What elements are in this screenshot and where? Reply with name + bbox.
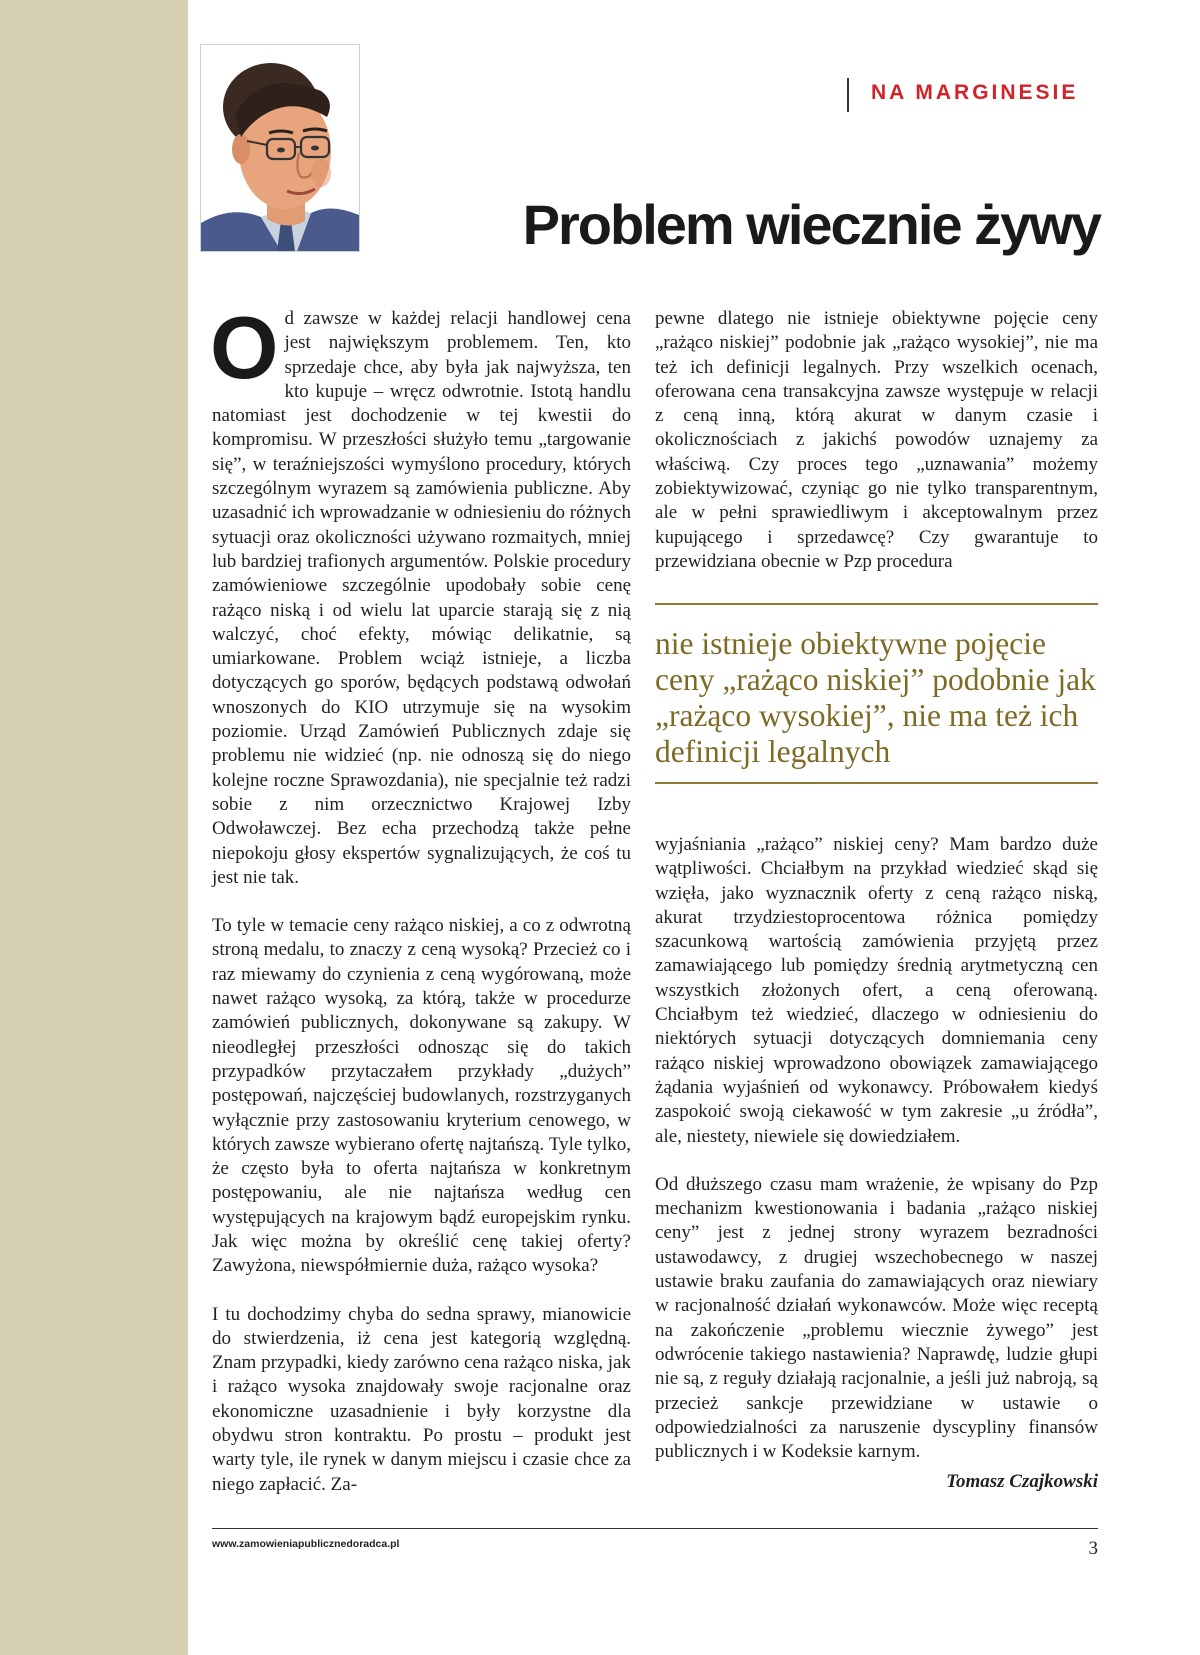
article-paragraph: wyjaśniania „rażąco” niskiej ceny? Mam bardzo duże wątpliwości. Chciałbym na przykład wiedzieć skąd się wzięła, jako wyznacznik oferty z ceną rażąco niską, akurat trzydziestoprocentowa różnica pomiędzy szacunkową wartością zamówienia przyjętą przez zamawiającego lub pomiędzy średnią arytmetyczną cen wszystkich złożonych ofert, a ceną oferowaną. Chciałbym też wiedzieć, dlaczego w odniesieniu do niektórych sytuacji dotyczących domniemania ceny rażąco niskiej wprowadzono obowiązek zamawiającego żądania wyjaśnień od wykonawcy. Próbowałem kiedyś zaspokoić swoją ciekawość w tym zakresie „u źródła”, ale, niestety, niewiele się dowiedziałem. <box>655 834 1098 1147</box>
author-caricature-image <box>200 44 360 252</box>
article-paragraph: Od dłuższego czasu mam wrażenie, że wpisany do Pzp mechanizm kwestionowania i badania „rażąco niskiej ceny” jest z jednej strony wyrazem bezradności ustawodawcy, z drugiej wszechobecnego w naszej ustawie braku zaufania do zamawiających oraz niewiary w racjonalność działań wykonawców. Może więc receptą na zakończenie „problemu wiecznie żywego” jest odwrócenie takiego nastawienia? Naprawdę, ludzie głupi nie są, z reguły działają racjonalnie, a jeśli już nabroją, są przecież sankcje przewidziane w ustawie o odpowiedzialności za naruszenie dyscypliny finansów publicznych i w Kodeksie karnym. <box>655 1173 1098 1463</box>
pull-quote: nie istnieje obiektywne pojęcie ceny „rażąco niskiej” podobnie jak „rażąco wysokiej”, nie ma też ich definicji legalnych <box>655 626 1096 769</box>
pull-quote-bottom-rule <box>655 782 1098 784</box>
caricature-portrait-icon <box>201 45 359 251</box>
article-paragraph: pewne dlatego nie istnieje obiektywne pojęcie ceny „rażąco niskiej” podobnie jak „rażąco wysokiej”, nie ma też ich definicji legalnych. Przy wszelkich ocenach, oferowana cena transakcyjna zawsze występuje w relacji z ceną inną, którą akurat w danym czasie i okolicznościach z jakichś powodów uznajemy za właściwą. Czy proces tego „uznawania” możemy zobiektywizować, czyniąc go nie tylko transparentnym, ale w pełni sprawiedliwym i akceptowalnym przez kupującego i sprzedawcę? Czy gwarantuje to przewidziana obecnie w Pzp procedura <box>655 308 1098 572</box>
article-left-column <box>210 298 631 1521</box>
section-label: NA MARGINESIE <box>847 78 1078 112</box>
article-paragraph <box>210 298 631 890</box>
article-paragraph: I tu dochodzimy chyba do sedna sprawy, mianowicie do stwierdzenia, iż cena jest kategorią względną. Znam przypadki, kiedy zarówno cena rażąco niska, jak i rażąco wysoka znajdowały swoje racjonalne oraz ekonomiczne uzasadnienie i były korzystne dla obydwu stron kontraktu. Po prostu – produkt jest warty tyle, ile rynek w danym miejscu i czasie chce za niego zapłacić. Za- <box>212 1303 631 1495</box>
footer-divider <box>212 1528 1098 1529</box>
paragraph-text: d zawsze w każdej relacji handlowej cena jest największym problemem. Ten, kto sprzedaje chce, aby była jak najwyższa, ten kto kupuje – wręcz odwrotnie. Istotą handlu natomiast jest dochodzenie w tej kwestii do kompromisu. W przeszłości służyło temu „targowanie się”, w teraźniejszości wymyślono procedury, których szczególnym wyrazem są zamówienia publiczne. Aby uzasadnić ich wprowadzanie w odniesieniu do różnych sytuacji oraz okoliczności używano rozmaitych, mniej lub bardziej trafionych argumentów. Polskie procedury zamówieniowe szczególnie upodobały sobie cenę rażąco niską i od wielu lat uparcie starają się z nią walczyć, choć efekty, mówiąc delikatnie, są umiarkowane. Problem wciąż istnieje, a liczba dotyczących go sporów, będących podstawą odwołań wnoszonych do KIO utrzymuje się na wysokim poziomie. Urząd Zamówień Publicznych zdaje się problemu nie widzieć (np. nie odnoszą się do niego kolejne roczne Sprawozdania), nie specjalnie też radzi sobie z nim orzecznictwo Krajowej Izby Odwoławczej. Bez echa przechodzą także pełne niepokoju głosy ekspertów sygnalizujących, że coś tu jest nie tak. <box>212 308 631 888</box>
article-title: Problem wiecznie żywy <box>522 193 1100 256</box>
article-paragraph: To tyle w temacie ceny rażąco niskiej, a co z odwrotną stroną medalu, to znaczy z ceną wysoką? Przecież co i raz miewamy do czynienia z ceną wygórowaną, może nawet rażąco wysoką, za którą, także w procedurze zamówień publicznych, dokonywane są zakupy. W nieodległej przeszłości odnosząc się do takich przypadków przytaczałem przykłady „dużych” postępowań, najczęściej budowlanych, rozstrzyganych wyłącznie przy zastosowaniu kryterium cenowego, w których zawsze wybierano ofertę najtańszą. Tyle tylko, że często była to oferta najtańsza w konkretnym postępowaniu, ale nie najtańsza według cen występujących na krajowym bądź europejskim rynku. Jak więc można by określić cenę takiej oferty? Zawyżona, niewspółmiernie duża, rażąco wysoka? <box>212 915 631 1277</box>
article-right-column-top <box>655 307 1098 598</box>
author-signature: Tomasz Czajkowski <box>946 1471 1098 1493</box>
side-color-band <box>0 0 188 1655</box>
footer-url: www.zamowieniapublicznedoradca.pl <box>212 1538 400 1550</box>
pull-quote-top-rule <box>655 603 1098 605</box>
article-right-column-bottom <box>655 833 1098 1495</box>
drop-cap: O <box>210 298 279 397</box>
page-number: 3 <box>1088 1538 1098 1559</box>
